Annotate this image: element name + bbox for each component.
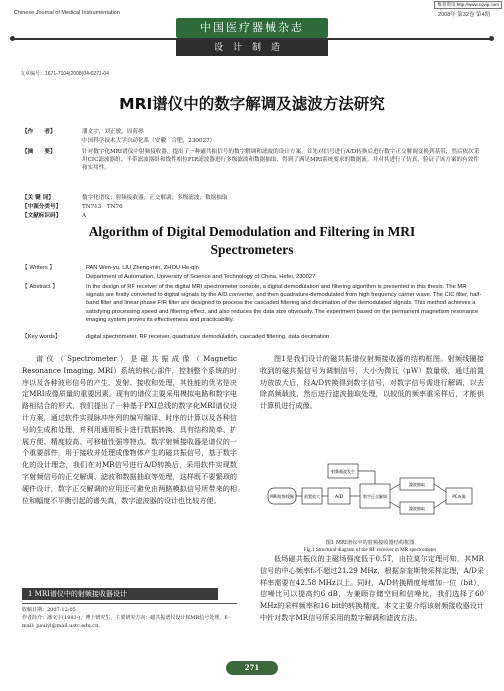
fig-label-preamp: 前置放大 (304, 494, 320, 499)
fig-label-coil: MRI射频线圈 (270, 494, 294, 499)
section-brand (176, 18, 328, 56)
cn-authors: 潘文宇，刘正敏，周荷琴 (82, 129, 144, 135)
en-affiliation: Department of Automation, University of Science and Technology of China, Hefei, 230027 (86, 274, 316, 280)
cn-authors-label: 【作 者】 (22, 129, 56, 135)
cn-abstract: 针对数字化MRI谱仪中射频接收器，提出了一种磁共振信号的数字解调和滤波的设计方案。首先对信号进行A/D转换后进行数字正交解调变换到基带，然后依次采用CIC滤波器组、半带滤波器组和线性相位FIR滤波器进行多级滤波和数据抽取，得到了满足MRI系统要求的数据流。并对其进行了仿真，验证了该方案的有效性和实用性。 (82, 149, 480, 171)
title-english-line2: Spectrometers (210, 242, 294, 257)
footnotes (22, 606, 242, 630)
rule-dot-left (10, 36, 15, 41)
page-number: 271 (226, 661, 278, 675)
fig-label-demod: 数字正交解调 (363, 494, 387, 499)
article-number: 文章编号：1671-7104(2008)04-0271-04 (20, 71, 109, 77)
cn-clc-label: 【中图分类号】 (22, 204, 62, 210)
cn-doc-label: 【文献标识码】 (22, 213, 62, 219)
received-date: 收稿日期：2007-12-05 (22, 607, 76, 613)
fig-label-filter-2: 滤波抽取 (409, 506, 425, 511)
cn-clc-row (22, 203, 123, 211)
title-chinese: MRI谱仪中的数字解调及滤波方法研究 (119, 95, 385, 113)
footnote-divider (22, 603, 237, 604)
section-heading: 1 MRI谱仪中的射频接收器设计 (22, 588, 218, 600)
body-right-paragraph-1: 图1是我们设计的磁共振谱仪射频接收器的结构框图。射频线圈接收到的磁共振信号为调制信号，大小为微瓦（μW）数量级，通过前置功放放大后，经A/D转换得到数字信号，对数字信号需进行解调，以去除高频载波，然后进行滤波抽取处理，以较低的频率重采样后，才能供计算机进行成像。 (260, 354, 484, 411)
journal-name: Chinese Journal of Medical Instrumentation (14, 10, 120, 16)
cn-keywords: 数字化谱仪；射频接收器；正交解调；多级滤波；数据抽取 (82, 195, 228, 201)
cn-abstract-label: 【摘 要】 (22, 149, 56, 155)
cn-keywords-label: 【关 键 词】 (22, 195, 54, 201)
fig-label-adc: A/D (334, 495, 344, 500)
author-bio: 作者简介：潘文宇(1983-)，博士研究生，主要研究方向：磁共振谱仪设计和MR信号处理。E-mail: paulyl@mail.ustc.edu.cn。 (22, 615, 230, 629)
en-writers-row (22, 264, 199, 272)
brand-top: 中国医疗器械杂志 (176, 18, 328, 38)
figure-caption-en: Fig.1 Structural diagram of the RF receiver in MR spectrometer (303, 547, 437, 553)
cn-abstract-row (22, 148, 480, 171)
issue-info: 2008年 第32卷 第4期 (438, 12, 490, 18)
fig-label-filter-1: 滤波抽取 (409, 482, 425, 487)
cn-doc: A (82, 213, 87, 219)
en-keywords-row (22, 333, 330, 341)
figure-1-diagram (266, 458, 476, 538)
cn-authors-row (22, 128, 144, 136)
cn-clc: TN713 TN76 (82, 204, 123, 210)
body-right-paragraph-2: 低场磁共振仪的主磁场强度低于0.5T，由拉莫尔定理可知，其MR信号的中心频率f₀不超过21.29 MHz，根据奈奎斯特采样定理，A/D采样率需要在42.58 MHz以上。同时，A/D转换精度每增加一位（bit），信噪比可以提高约6 dB，为兼顾存储空间和信噪比，我们选择了60 MHz的采样频率和16 bit的转换精度。本文主要介绍该射频接收器设计中针对数字MR信号所采用的数字解调和滤波方法。 (260, 554, 484, 622)
watermark: 维普资讯 http://www.cqvip.com (434, 1, 502, 9)
cn-keywords-row (22, 194, 228, 202)
en-abstract: In the design of RF receiver of the digital MRI spectrometer console, a digital demodulation and filtering algorithm is presented in this thesis. The MR signals are firstly converted to digital signals by the A/D converter, and then quadrature-demodulated from high frequency carrier wave. The CIC filter, half-band filter and linear phase FIR filter are designed to process the cascaded filtering and decimation of the demodulated signals. This method achieves a satisfying processing speed and filtering effect, and also reduces the data size obviously. The experiment based on the permanent magnetism resonance imaging system proves its effectiveness and practicability. (86, 284, 482, 323)
en-keywords: digital spectrometer, RF receiver, quadrature demodulation, cascaded filtering, data decimation (86, 334, 330, 340)
brand-bottom: 设计制造 (176, 40, 328, 56)
body-left-paragraph: 谱仪（Spectrometer）是磁共振成像（Magnetic Resonance Imaging, MRI）系统的核心部件，控制整个系统的时序以及各种波形信号的产生、发射、接收和处理，其性能的优劣是决定MRI成像质量的重要因素。现有的谱仪主要采用模拟电路和数字电路相结合的形式，我们提出了一种基于PXI总线的数字化MRI谱仪设计方案，通过软件实现脉冲序列的编写编译、时序的计算以及各种信号的生成和处理，并利用通用板卡进行数据转换、具有结构简单、扩展方便、精度较高、可移植性强等特点。数字射频接收器是谱仪的一个重要部件，用于接收并处理成像物体产生的磁共振信号，基于数字化的设计理念，我们在对MR信号进行A/D转换后，采用软件实现数字射频信号的正交解调、滤波和数据抽取等处理，这样既不要繁琐的硬件设计，数字正交解调的应用还可避免由两路模拟信号所带来的相位和幅度不平衡引起的谱失真，数字滤波器的设计也比较方便。 (22, 354, 237, 505)
en-writers-label: 【 Writers 】 (22, 265, 56, 271)
rule-dot-right (489, 36, 494, 41)
fig-label-pc: PC成像 (452, 494, 466, 499)
en-writers: PAN Wen-yu, LIU Zheng-min, ZHOU He-qin (86, 265, 199, 271)
cn-doc-row (22, 212, 87, 220)
cn-affiliation: 中国科学技术大学自动化系（安徽 合肥，230027） (82, 138, 216, 144)
en-keywords-label: 【Key words】 (22, 334, 61, 340)
figure-caption-cn: 图1 MRI谱仪中的射频接收器结构框图 (325, 540, 415, 546)
en-abstract-label: 【 Abstract 】 (22, 284, 59, 290)
title-english-line1: Algorithm of Digital Demodulation and Filtering in MRI (88, 224, 416, 239)
fig-label-nco: 射频载波发生 (331, 469, 355, 474)
en-abstract-row (22, 283, 482, 323)
figure-1-caption (262, 540, 478, 554)
